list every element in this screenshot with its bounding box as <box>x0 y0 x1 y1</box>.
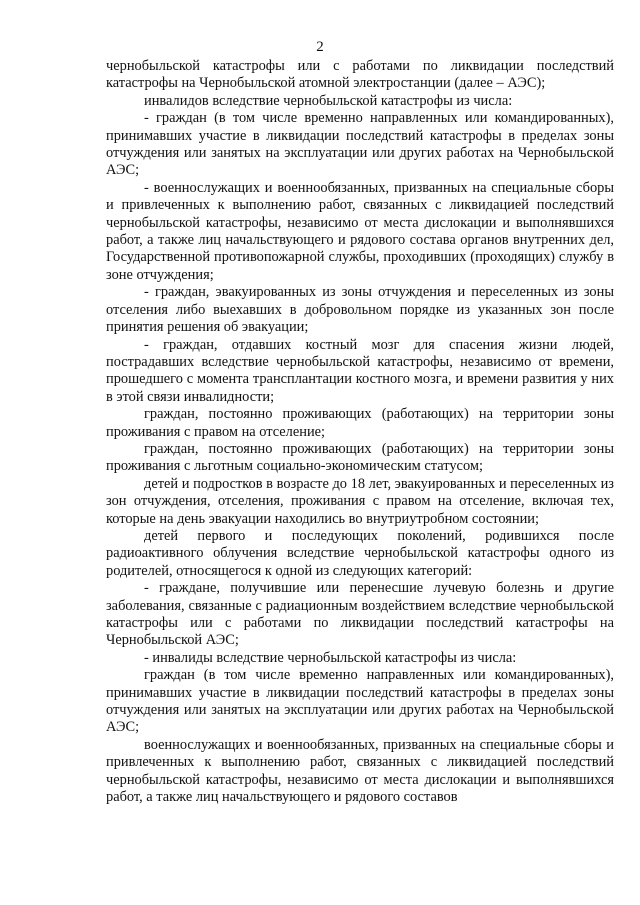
paragraph: - граждан (в том числе временно направленных или командированных), принимавших участие в ликвидации последствий катастрофы в пределах зоны отчуждения или занятых на эксплуатации или других работах на Чернобыльской АЭС; <box>106 110 614 179</box>
paragraph: граждан, постоянно проживающих (работающих) на территории зоны проживания с льготным социально-экономическим статусом; <box>106 440 614 475</box>
paragraph: - инвалиды вследствие чернобыльской катастрофы из числа: <box>144 649 517 666</box>
page-number: 2 <box>316 39 324 55</box>
paragraph: детей первого и последующих поколений, родившихся после радиоактивного облучения вследствие чернобыльской катастрофы одного из родителей, относящегося к одной из следующих категорий: <box>106 527 614 579</box>
paragraph: - военнослужащих и военнообязанных, призванных на специальные сборы и привлеченных к выполнению работ, связанных с ликвидацией последствий чернобыльской катастрофы, независимо от места дислокации и выполнявшихся работ, а также лиц начальствующего и рядового состава органов внутренних дел, Государственной противопожарной службы, проходивших (проходящих) службу в зоне отчуждения; <box>106 179 614 283</box>
document-body <box>106 58 614 806</box>
paragraph: - граждан, эвакуированных из зоны отчуждения и переселенных из зоны отселения либо выехавших в добровольном порядке из указанных зон после принятия решения об эвакуации; <box>106 284 614 336</box>
paragraph: граждан, постоянно проживающих (работающих) на территории зоны проживания с правом на отселение; <box>106 406 614 440</box>
paragraph: детей и подростков в возрасте до 18 лет, эвакуированных и переселенных из зон отчуждения, отселения, проживания с правом на отселение, включая тех, которые на день эвакуации находились во внутриутробном состоянии; <box>106 475 614 527</box>
paragraph: - граждан, отдавших костный мозг для спасения жизни людей, пострадавших вследствие чернобыльской катастрофы, независимо от времени, прошедшего с момента трансплантации костного мозга, и времени развития у них в этой связи инвалидности; <box>106 336 614 405</box>
paragraph: граждан (в том числе временно направленных или командированных), принимавших участие в ликвидации последствий катастрофы в пределах зоны отчуждения или занятых на эксплуатации или других работах на Чернобыльской АЭС; <box>106 667 614 736</box>
paragraph: военнослужащих и военнообязанных, призванных на специальные сборы и привлеченных к выполнению работ, связанных с ликвидацией последствий чернобыльской катастрофы, независимо от места дислокации и выполнявшихся работ, а также лиц начальствующего и рядового составов <box>106 736 614 806</box>
paragraph: - граждане, получившие или перенесшие лучевую болезнь и другие заболевания, связанные с радиационным воздействием вследствие чернобыльской катастрофы или с работами по ликвидации последствий катастрофы на Чернобыльской АЭС; <box>106 580 614 649</box>
paragraph: инвалидов вследствие чернобыльской катастрофы из числа: <box>144 92 513 109</box>
paragraph-continuation: чернобыльской катастрофы или с работами по ликвидации последствий катастрофы на Чернобыльской атомной электростанции (далее – АЭС); <box>106 58 614 92</box>
